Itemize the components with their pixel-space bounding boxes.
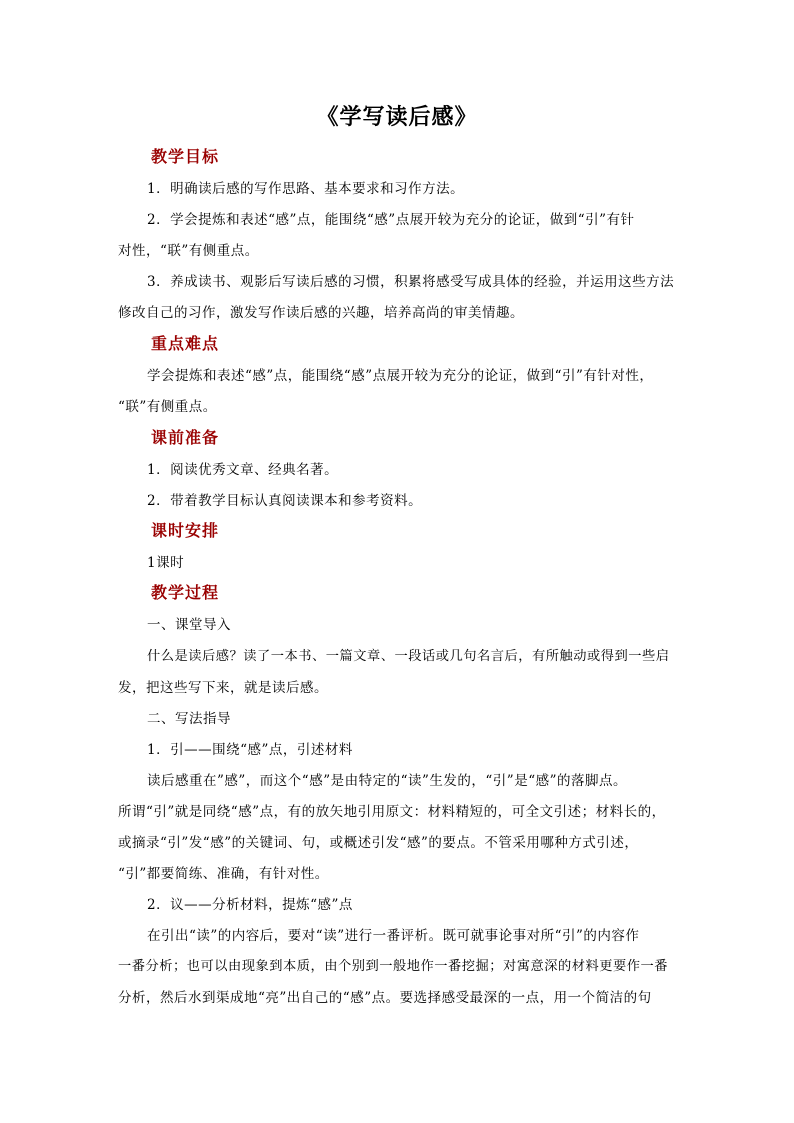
- text-line: “引”都要简练、准确，有针对性。: [118, 866, 329, 882]
- text-line: 1．引——围绕“感”点，引述材料: [147, 742, 353, 758]
- text-line: 修改自己的习作，激发写作读后感的兴趣，培养高尚的审美情趣。: [118, 305, 524, 321]
- text-line: 对性，“联”有侧重点。: [118, 243, 259, 259]
- heading-key-difficulties: 重点难点: [151, 334, 220, 353]
- text-line: 二、写法指导: [147, 711, 231, 727]
- text-line: 在引出“读”的内容后，要对“读”进行一番评析。既可就事论事对所“引”的内容作: [147, 928, 640, 944]
- text-line: 2．带着教学目标认真阅读课本和参考资料。: [147, 493, 423, 509]
- text-line: 读后感重在”感”，而这个“感”是由特定的“读”生发的，“引”是“感”的落脚点。: [147, 773, 628, 789]
- heading-process: 教学过程: [151, 583, 220, 602]
- text-line: 3．养成读书、观影后写读后感的习惯，积累将感受写成具体的经验，并运用这些方法: [147, 274, 675, 290]
- text-line: 什么是读后感？读了一本书、一篇文章、一段话或几句名言后，有所触动或得到一些启: [147, 649, 670, 664]
- text-line: 所谓“引”就是同绕“感”点，有的放矢地引用原文：材料精短的，可全文引述；材料长的，: [118, 804, 666, 820]
- text-line: 或摘录“引”发“感”的关键词、句，或概述引发“感”的要点。不管采用哪种方式引述，: [118, 835, 639, 851]
- document-title: 《学写读后感》: [316, 104, 478, 130]
- text-line: 分析，然后水到渠成地“亮”出自己的“感”点。要选择感受最深的一点，用一个简洁的句: [118, 990, 652, 1006]
- text-line: “联”有侧重点。: [118, 399, 217, 415]
- text-line: 一、课堂导入: [147, 617, 231, 633]
- heading-teaching-goals: 教学目标: [151, 147, 220, 166]
- text-line: 一番分析；也可以由现象到本质，由个别到一般地作一番挖掘；对寓意深的材料更要作一番: [118, 959, 669, 974]
- text-line: 1．明确读后感的写作思路、基本要求和习作方法。: [147, 181, 465, 197]
- heading-schedule: 课时安排: [151, 521, 220, 540]
- text-line: 1课时: [147, 555, 185, 571]
- text-line: 学会提炼和表述“感”点，能围绕“感”点展开较为充分的论证，做到“引”有针对性，: [147, 368, 654, 384]
- text-line: 2．议——分析材料，提炼“感”点: [147, 897, 353, 913]
- text-line: 发，把这些写下来，就是读后感。: [118, 680, 328, 696]
- heading-preparation: 课前准备: [151, 428, 220, 447]
- text-line: 2．学会提炼和表述“感”点，能围绕“感”点展开较为充分的论证，做到“引”有针: [147, 212, 635, 228]
- text-line: 1．阅读优秀文章、经典名著。: [147, 462, 339, 478]
